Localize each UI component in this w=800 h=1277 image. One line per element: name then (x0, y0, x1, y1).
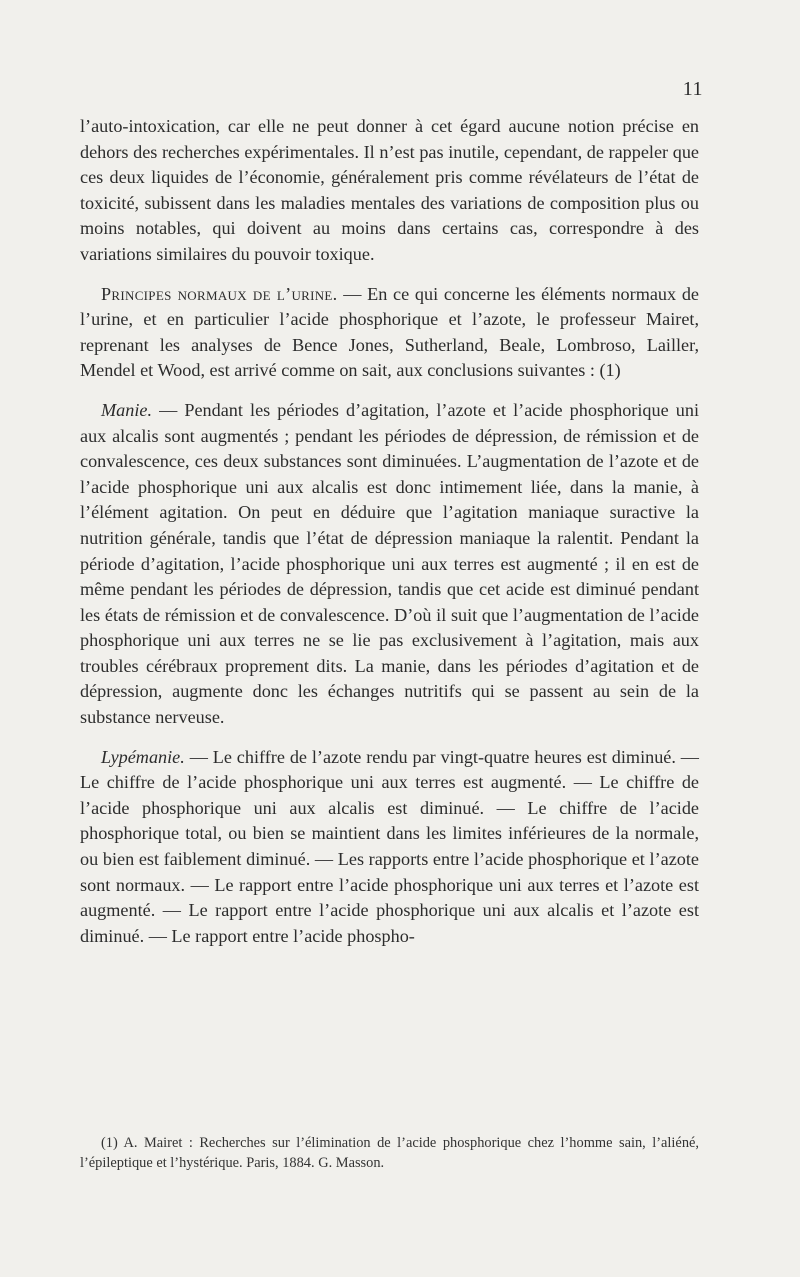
footnote: (1) A. Mairet : Recherches sur l’élimination de l’acide phosphorique chez l’homme sain, l’aliéné, l’épileptique et l’hystérique. Paris, 1884. G. Masson. (80, 1135, 699, 1171)
section-heading-principes: Principes normaux de l’urine. (101, 283, 338, 304)
paragraph-lypemanie-body: — Le chiffre de l’azote rendu par vingt-quatre heures est diminué. — Le chiffre de l’acide phosphorique uni aux terres est augmenté. — Le chiffre de l’acide phosphorique uni aux alcalis est diminué. — Le chiffre de l’acide phosphorique total, ou bien se maintient dans les limites inférieures de la normale, ou bien est faiblement diminué. — Les rapports entre l’acide phosphorique et l’azote sont normaux. — Le rapport entre l’acide phosphorique uni aux terres et l’azote est augmenté. — Le rapport entre l’acide phosphorique uni aux alcalis et l’azote est diminué. — Le rapport entre l’acide phospho- (80, 746, 699, 946)
paragraph-manie-body: — Pendant les périodes d’agitation, l’azote et l’acide phosphorique uni aux alcalis sont augmentés ; pendant les périodes de dépression, de rémission et de convalescence, ces deux substances sont diminuées. L’augmentation de l’azote et de l’acide phosphorique uni aux alcalis est donc intimement liée, dans la manie, à l’élément agitation. On peut en déduire que l’agitation maniaque suractive la nutrition générale, tandis que l’état de dépression maniaque la ralentit. Pendant la période d’agitation, l’acide phosphorique uni aux terres est augmenté ; il en est de même pendant les périodes de dépression, tandis que cet acide est diminué pendant les états de rémission et de convalescence. D’où il suit que l’augmentation de l’acide phosphorique uni aux terres ne se lie pas exclusivement à l’agitation, mais aux troubles cérébraux proprement dits. La manie, dans les périodes d’agitation et de dépression, augmente donc les échanges nutritifs qui se passent au sein de la substance nerveuse. (80, 399, 699, 728)
section-heading-manie: Manie. (101, 399, 153, 420)
paragraph-intro: l’auto-intoxication, car elle ne peut donner à cet égard aucune notion précise en dehors des recherches expérimentales. Il n’est pas inutile, cependant, de rappeler que ces deux liquides de l’économie, généralement pris comme révélateurs de l’état de toxicité, subissent dans les maladies mentales des variations de composition plus ou moins notables, qui doivent au moins dans certains cas, correspondre à des variations similaires du pouvoir toxique. (80, 116, 699, 264)
body-text (80, 114, 699, 949)
page-number: 11 (682, 78, 703, 100)
paragraph-manie (80, 398, 699, 731)
paragraph-principes-body: — En ce qui concerne les éléments normaux de l’urine, et en particulier l’acide phosphorique et l’azote, le professeur Mairet, reprenant les analyses de Bence Jones, Sutherland, Beale, Lombroso, Lailler, Mendel et Wood, est arrivé comme on sait, aux conclusions suivantes : (1) (80, 283, 699, 381)
section-heading-lypemanie: Lypémanie. (101, 746, 185, 767)
paragraph-principes (80, 282, 699, 384)
paragraph-lypemanie (80, 745, 699, 950)
